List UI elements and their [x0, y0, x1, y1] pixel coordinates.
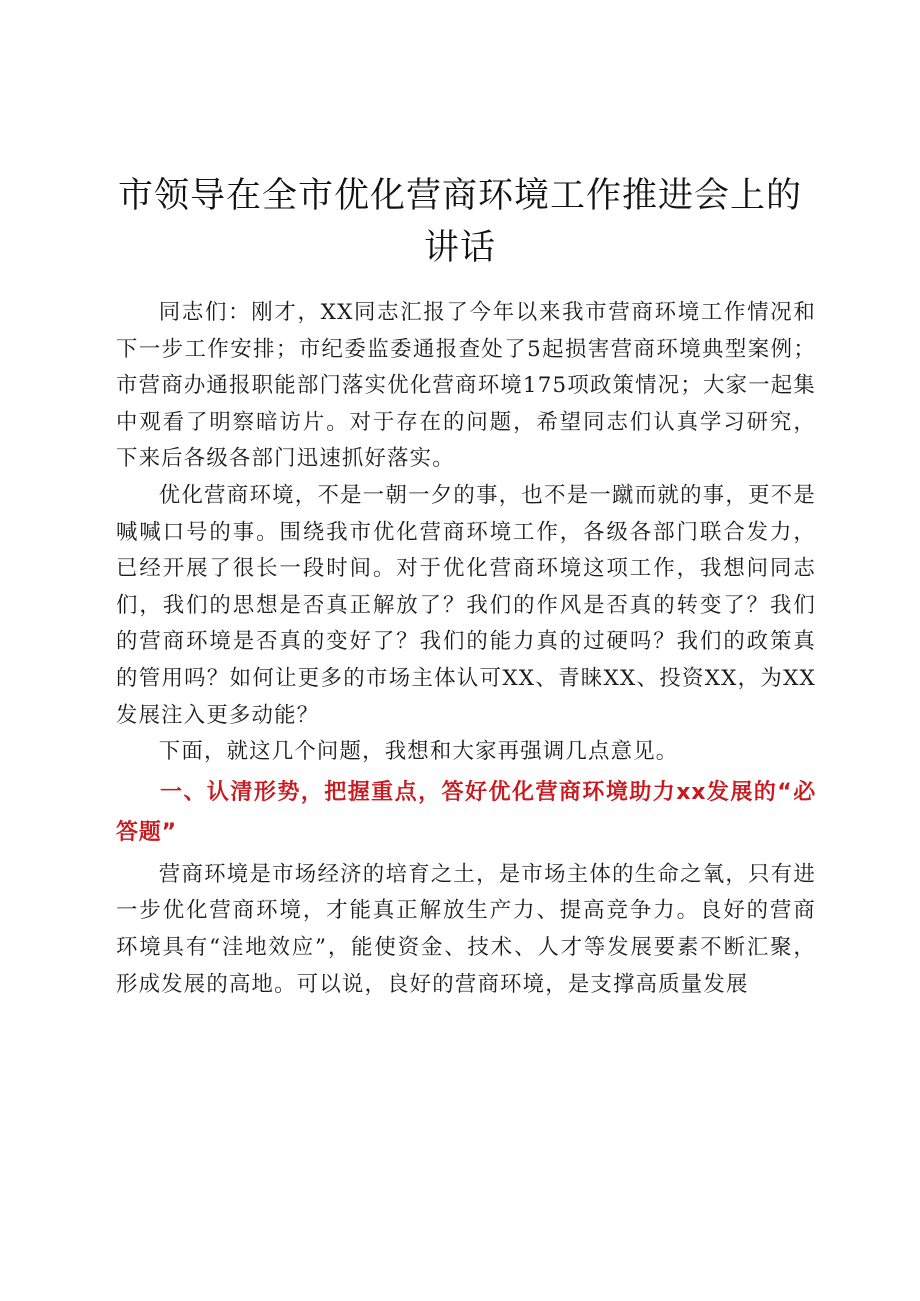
- section-heading-1: 一、认清形势，把握重点，答好优化营商环境助力xx发展的“必答题”: [116, 779, 816, 845]
- paragraph-opening: 同志们：刚才，XX同志汇报了今年以来我市营商环境工作情况和下一步工作安排；市纪委监委通报查处了5起损害营商环境典型案例；市营商办通报职能部门落实优化营商环境175项政策情况；大家一起集中观看了明察暗访片。对于存在的问题，希望同志们认真学习研究，下来后各级各部门迅速抓好落实。: [116, 300, 816, 472]
- paragraph-section-1: 营商环境是市场经济的培育之土，是市场主体的生命之氧，只有进一步优化营商环境，才能真正解放生产力、提高竞争力。良好的营商环境具有“洼地效应”，能使资金、技术、人才等发展要素不断汇聚，形成发展的高地。可以说，良好的营商环境，是支撑高质量发展: [116, 861, 816, 997]
- document-body: [116, 295, 816, 1003]
- document-title: 市领导在全市优化营商环境工作推进会上的讲话: [117, 176, 802, 268]
- paragraph-questions: 优化营商环境，不是一朝一夕的事，也不是一蹴而就的事，更不是喊喊口号的事。围绕我市优化营商环境工作，各级各部门联合发力，已经开展了很长一段时间。对于优化营商环境这项工作，我想问同志们，我们的思想是否真正解放了？我们的作风是否真的转变了？我们的营商环境是否真的变好了？我们的能力真的过硬吗？我们的政策真的管用吗？如何让更多的市场主体认可XX、青睐XX、投资XX，为XX发展注入更多动能？: [116, 482, 816, 728]
- paragraph-transition: 下面，就这几个问题，我想和大家再强调几点意见。: [158, 739, 679, 765]
